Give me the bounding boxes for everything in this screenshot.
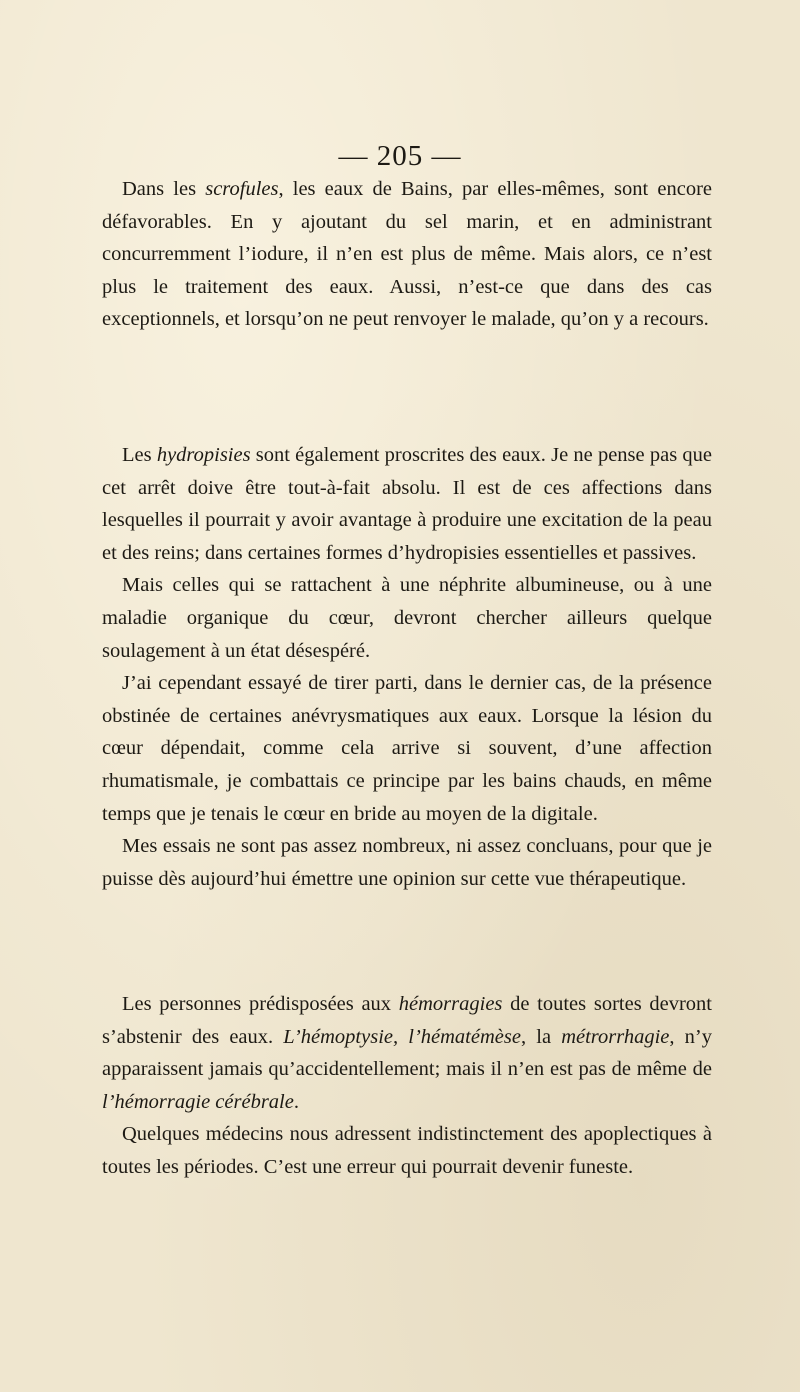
italic-term: L’hémoptysie, l’hématémèse (283, 1025, 521, 1048)
italic-term: scrofules (205, 178, 279, 200)
page-number: — 205 — (338, 140, 462, 172)
paragraph-anevrysmatiques: J’ai cependant essayé de tirer parti, dans le dernier cas, de la présence obstinée de certaines anévrysmatiques aux eaux. Lorsque la lésion du cœur dépendait, comme cela arrive si souvent, d’une affection rhumatismale, je combattais ce principe par les bains chauds, en même temps que je tenais le cœur en bride au moyen de la digitale. (102, 672, 712, 825)
italic-term: hémorragies (398, 993, 503, 1015)
paragraph-hemorragies: Les personnes prédisposées aux hémorragies de toutes sortes devront s’abstenir des eaux. L’hémoptysie, l’hématémèse, la métrorrhagie, n’y apparaissent jamais qu’accidentellement; mais il n’en est pas de même de l’hémorragie cérébrale. (102, 993, 712, 1113)
text-block-2 (102, 439, 712, 895)
paragraph-scrofules: Dans les scrofules, les eaux de Bains, par elles-mêmes, sont encore défavorables. En y ajoutant du sel marin, et en administrant concurremment l’iodure, il n’en est plus de même. Mais alors, ce n’est plus le traitement des eaux. Aussi, n’est-ce que dans des cas exceptionnels, et lorsqu’on ne peut renvoyer le malade, qu’on y a recours. (102, 178, 713, 331)
italic-term: métrorrhagie (561, 1025, 670, 1048)
paragraph-apoplectiques: Quelques médecins nous adressent indistinctement des apoplectiques à toutes les périodes. C’est une erreur qui pourrait devenir funeste. (102, 1123, 712, 1178)
paragraph-hydropisies: Les hydropisies sont également proscrites des eaux. Je ne pense pas que cet arrêt doive être tout-à-fait absolu. Il est de ces affections dans lesquelles il pourrait y avoir avantage à produire une excitation de la peau et des reins; dans certaines formes d’hydropisies essentielles et passives. (102, 444, 712, 564)
text-block-1 (102, 173, 712, 336)
paragraph-essais: Mes essais ne sont pas assez nombreux, ni assez concluans, pour que je puisse dès aujourd’hui émettre une opinion sur cette vue thérapeutique. (102, 835, 712, 890)
text-block-3 (102, 988, 712, 1184)
italic-term: l’hémorragie cérébrale (102, 1090, 294, 1113)
italic-term: hydropisies (156, 444, 251, 466)
paragraph-nephrite: Mais celles qui se rattachent à une néphrite albumineuse, ou à une maladie organique du cœur, devront chercher ailleurs quelque soulagement à un état désespéré. (102, 574, 712, 662)
